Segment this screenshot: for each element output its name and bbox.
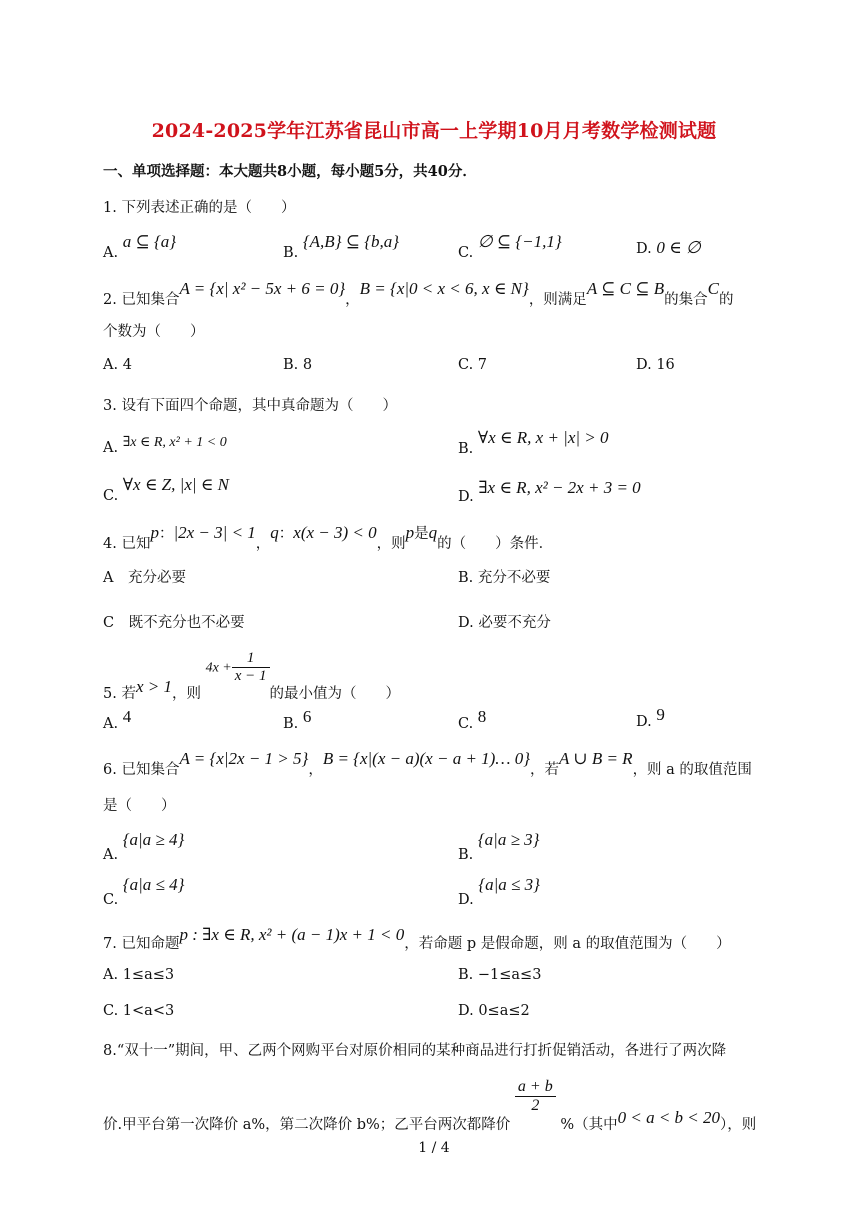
- q3-d-math: ∃x ∈ R, x² − 2x + 3 = 0: [478, 478, 641, 497]
- q5-a-val: 4: [122, 707, 132, 726]
- q4-colon1: ：: [158, 526, 174, 542]
- q8-line2: [103, 1078, 757, 1133]
- q2-mid: ，则满足: [528, 292, 587, 308]
- q7-pre: 7. 已知命题: [103, 936, 180, 952]
- q2-option-a: A. 4: [103, 357, 132, 373]
- q3-option-a: [103, 434, 227, 456]
- q6-cond: A ∪ B = R: [559, 749, 633, 768]
- q4-is: 是: [414, 526, 429, 542]
- q2-post2: 的: [718, 292, 734, 308]
- q6-option-c: [103, 875, 185, 908]
- q7-prop: p : ∃x ∈ R, x² + (a − 1)x + 1 < 0: [179, 925, 405, 944]
- q1-a-label: A.: [103, 245, 119, 261]
- q3-a-label: A.: [103, 440, 119, 456]
- q5-fraction: [232, 650, 270, 685]
- q3-option-b: [458, 428, 609, 457]
- q4-p: p: [150, 523, 159, 542]
- q1-option-c: [458, 232, 562, 261]
- q6-option-d: [458, 875, 540, 908]
- q4-p-math: |2x − 3| < 1: [173, 523, 256, 542]
- q6-set-b: B = {x|(x − a)(x − a + 1)… 0}: [322, 749, 530, 768]
- q1-b-label: B.: [283, 245, 299, 261]
- q4-pre: 4. 已知: [103, 536, 151, 552]
- q2-stem-pre: 2. 已知集合: [103, 292, 180, 308]
- q7-option-a: A. 1≤a≤3: [103, 967, 175, 983]
- q6-c-label: C.: [103, 892, 119, 908]
- q7-option-b: B. −1≤a≤3: [458, 967, 542, 983]
- q2-line1: [103, 278, 734, 308]
- q1-d-label: D.: [636, 241, 652, 257]
- q5-b-val: 6: [302, 707, 312, 726]
- q5-expr-a: 4x +: [205, 660, 232, 676]
- q2-set-b: B = {x|0 < x < 6, x ∈ N}: [359, 279, 529, 298]
- q4-q2: q: [428, 523, 438, 542]
- q3-option-c: [103, 475, 229, 504]
- q5-frac-num: 1: [232, 650, 270, 668]
- q6-d-math: {a|a ≤ 3}: [478, 875, 540, 894]
- q5-stem: [103, 650, 401, 702]
- q5-option-d: [636, 705, 665, 730]
- q6-line2: 是（ ）: [103, 798, 176, 814]
- q5-c-label: C.: [458, 716, 474, 732]
- q2-line2: 个数为（ ）: [103, 324, 205, 340]
- q8-line1: 8.“双十一”期间，甲、乙两个网购平台对原价相同的某种商品进行打折促销活动，各进行了两次降: [103, 1043, 727, 1059]
- q2-post1: 的集合: [664, 292, 708, 308]
- exam-title: 2024-2025学年江苏省昆山市高一上学期10月月考数学检测试题: [151, 120, 717, 142]
- q4-q-math: x(x − 3) < 0: [293, 523, 377, 542]
- q1-option-d: [636, 238, 701, 258]
- q6-post: ，则 a 的取值范围: [632, 762, 752, 778]
- q8-line2-mid: %（其中: [560, 1116, 618, 1133]
- q3-c-label: C.: [103, 488, 119, 504]
- q7-stem: [103, 924, 731, 952]
- q4-stem: [103, 522, 554, 552]
- q5-then: ，则: [171, 685, 201, 702]
- q7-option-d: D. 0≤a≤2: [458, 1003, 530, 1019]
- q6-a-math: {a|a ≥ 4}: [122, 830, 185, 849]
- q5-frac-den: x − 1: [234, 668, 267, 684]
- q2-cond: A ⊆ C ⊆ B: [586, 279, 665, 298]
- q6-c-math: {a|a ≤ 4}: [122, 875, 185, 894]
- q8-line2-pre: 价.甲平台第一次降价 a%，第二次降价 b%；乙平台两次都降价: [103, 1116, 511, 1133]
- q5-option-a: [103, 707, 132, 732]
- q3-stem: 3. 设有下面四个命题，其中真命题为（ ）: [103, 398, 397, 414]
- q2-c: C: [707, 279, 719, 298]
- q1-c-math: ∅ ⊆ {−1,1}: [477, 232, 562, 251]
- q4-option-a: A 充分必要: [103, 570, 186, 586]
- q2-set-a: A = {x| x² − 5x + 6 = 0}: [179, 279, 346, 298]
- q5-c-val: 8: [477, 707, 487, 726]
- q4-option-d: D. 必要不充分: [458, 615, 551, 631]
- q5-option-b: [283, 707, 312, 732]
- q4-post: 的（ ）条件．: [437, 536, 554, 552]
- q7-option-c: C. 1<a<3: [103, 1003, 175, 1019]
- q1-b-math: {A,B} ⊆ {b,a}: [302, 232, 400, 251]
- q3-d-label: D.: [458, 489, 474, 505]
- q4-option-c: C 既不充分也不必要: [103, 615, 245, 631]
- q4-p2: p: [405, 523, 415, 542]
- q3-b-label: B.: [458, 441, 474, 457]
- q3-c-math: ∀x ∈ Z, |x| ∈ N: [122, 475, 229, 494]
- q4-q: q: [270, 523, 279, 542]
- q6-b-label: B.: [458, 847, 474, 863]
- q5-cond: x > 1: [135, 676, 172, 696]
- q6-pre: 6. 已知集合: [103, 762, 180, 778]
- q6-comma: ，: [308, 762, 323, 778]
- q6-option-b: [458, 830, 540, 863]
- q1-option-a: [103, 232, 177, 261]
- q1-a-math: a ⊆ {a}: [122, 232, 177, 251]
- q2-option-b: B. 8: [283, 357, 313, 373]
- q4-option-b: B. 充分不必要: [458, 570, 551, 586]
- q6-mid: ，若: [530, 762, 559, 778]
- q3-a-math: ∃x ∈ R, x² + 1 < 0: [122, 435, 227, 450]
- q3-option-d: [458, 478, 641, 505]
- q6-set-a: A = {x|2x − 1 > 5}: [179, 749, 309, 768]
- q8-cond: 0 < a < b < 20: [617, 1107, 721, 1127]
- q1-d-math: 0 ∈ ∅: [656, 238, 701, 257]
- q2-comma: ，: [345, 292, 360, 308]
- q6-a-label: A.: [103, 847, 119, 863]
- q5-a-label: A.: [103, 716, 119, 732]
- q7-post: ，若命题 p 是假命题，则 a 的取值范围为（ ）: [404, 936, 731, 952]
- q5-d-val: 9: [656, 705, 665, 724]
- q1-option-b: [283, 232, 400, 261]
- q6-b-math: {a|a ≥ 3}: [477, 830, 540, 849]
- q5-pre: 5. 若: [103, 685, 136, 702]
- q8-line2-post: ），则: [720, 1116, 757, 1133]
- q6-option-a: [103, 830, 185, 863]
- q2-option-d: D. 16: [636, 357, 675, 373]
- q6-d-label: D.: [458, 892, 474, 908]
- q5-post: 的最小值为（ ）: [269, 685, 401, 702]
- q8-fraction: [515, 1078, 556, 1115]
- q4-then: ，则: [376, 536, 406, 552]
- q4-comma: ，: [255, 536, 271, 552]
- q3-b-math: ∀x ∈ R, x + |x| > 0: [477, 428, 609, 447]
- q5-option-c: [458, 707, 487, 732]
- q1-stem: 1. 下列表述正确的是（ ）: [103, 200, 296, 216]
- page-number: 1 / 4: [418, 1140, 450, 1156]
- q1-c-label: C.: [458, 245, 474, 261]
- q8-frac-num: a + b: [515, 1078, 556, 1097]
- section-heading: 一、单项选择题：本大题共8小题，每小题5分，共40分．: [103, 163, 477, 180]
- q5-d-label: D.: [636, 714, 652, 730]
- q4-colon2: ：: [278, 526, 294, 542]
- q2-option-c: C. 7: [458, 357, 488, 373]
- q8-frac-den: 2: [531, 1097, 540, 1114]
- q6-line1: [103, 748, 752, 778]
- q5-b-label: B.: [283, 716, 299, 732]
